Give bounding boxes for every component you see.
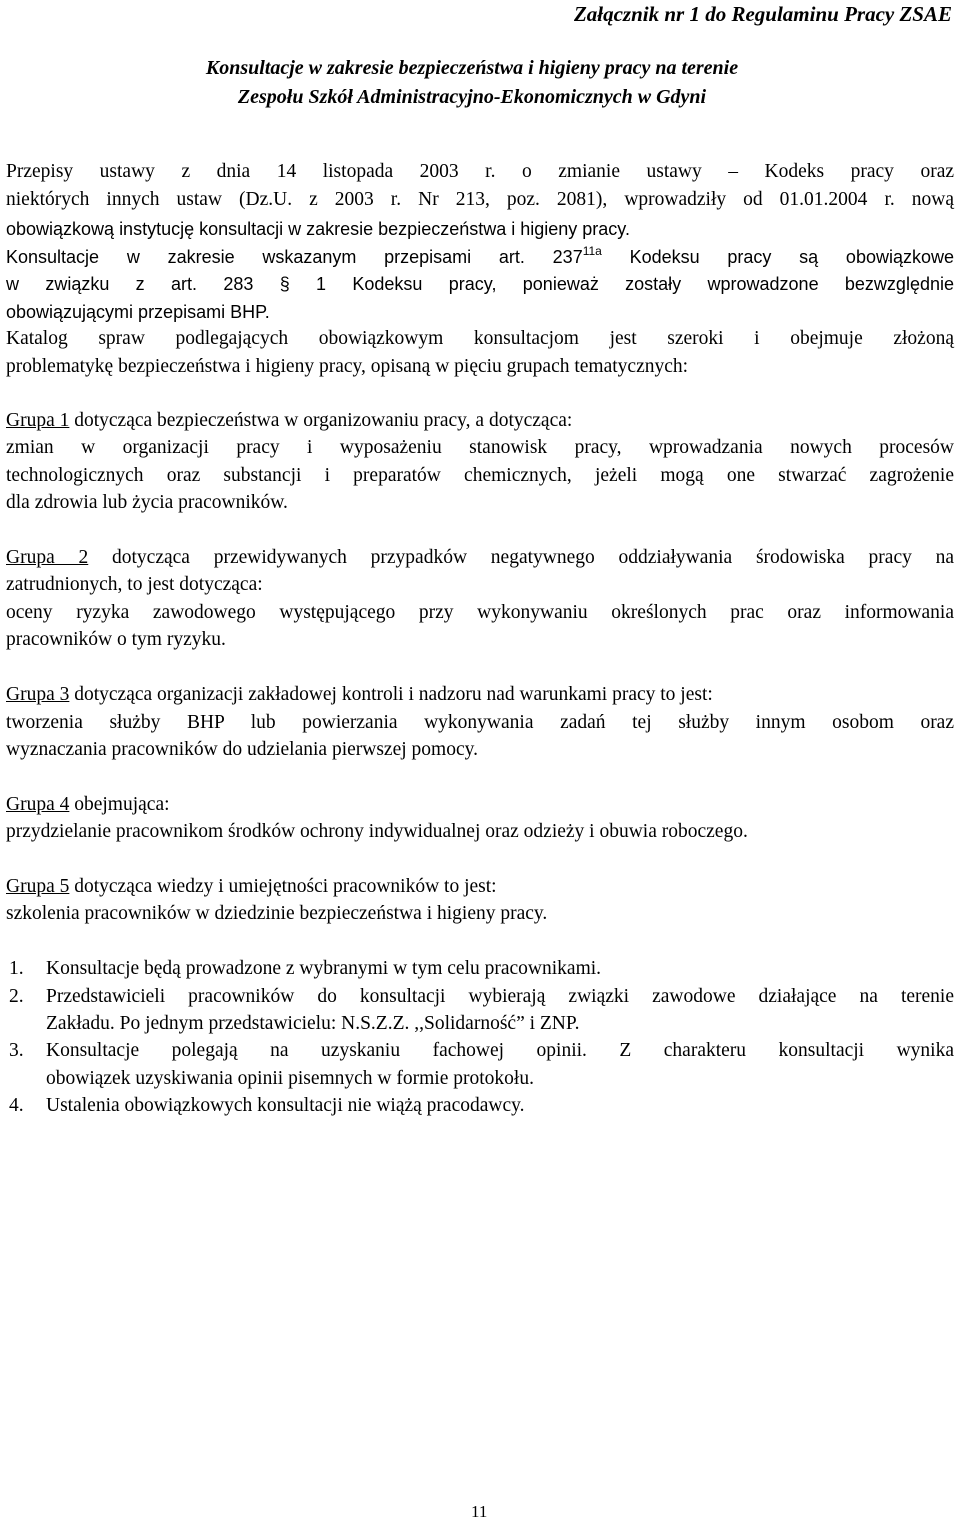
group-heading xyxy=(6,544,954,571)
intro-line-with-article xyxy=(6,244,954,271)
group-line: technologicznych oraz substancji i preparatów chemicznych, jeżeli mogą one stwarzać zagrożenie xyxy=(6,465,954,486)
group-heading-text: dotycząca wiedzy i umiejętności pracowników to jest: xyxy=(69,876,497,897)
intro-line: Przepisy ustawy z dnia 14 listopada 2003 r. o zmianie ustawy – Kodeks pracy oraz xyxy=(6,161,954,182)
list-text: obowiązek uzyskiwania opinii pisemnych w formie protokołu. xyxy=(46,1068,534,1089)
group-line: zmian w organizacji pracy i wyposażeniu stanowisk pracy, wprowadzania nowych procesów xyxy=(6,437,954,458)
group-heading-text: obejmująca: xyxy=(69,794,170,815)
page-number: 11 xyxy=(471,1502,488,1521)
group-label: Grupa 2 xyxy=(6,547,89,568)
group-label: Grupa 3 xyxy=(6,684,70,705)
group-heading xyxy=(6,873,954,900)
group-line: pracowników o tym ryzyku. xyxy=(6,629,226,650)
list-number: 2. xyxy=(9,986,24,1007)
group-label: Grupa 1 xyxy=(6,410,70,431)
group-heading-text: dotycząca przewidywanych przypadków negatywnego oddziaływania środowiska pracy na xyxy=(88,547,955,568)
intro-article-text: Konsultacje w zakresie wskazanym przepisami art. 237 xyxy=(6,247,583,267)
group-line: wyznaczania pracowników do udzielania pierwszej pomocy. xyxy=(6,739,478,760)
group-label: Grupa 4 xyxy=(6,794,70,815)
intro-line: w związku z art. 283 § 1 Kodeksu pracy, ponieważ zostały wprowadzone bezwzględnie xyxy=(6,274,954,294)
intro-line: problematykę bezpieczeństwa i higieny pracy, opisaną w pięciu grupach tematycznych: xyxy=(6,356,689,377)
document-title-line2: Zespołu Szkół Administracyjno-Ekonomicznych w Gdyni xyxy=(237,86,707,108)
group-line: tworzenia służby BHP lub powierzania wykonywania zadań tej służby innym osobom oraz xyxy=(6,712,954,733)
document-page xyxy=(6,0,954,1524)
intro-line: niektórych innych ustaw (Dz.U. z 2003 r. Nr 213, poz. 2081), wprowadziły od 01.01.2004 r. nową xyxy=(6,189,954,210)
group-line: oceny ryzyka zawodowego występującego przy wykonywaniu określonych prac oraz informowania xyxy=(6,602,954,623)
article-superscript: 11a xyxy=(582,244,602,258)
group-line: szkolenia pracowników w dziedzinie bezpieczeństwa i higieny pracy. xyxy=(6,903,548,924)
group-heading-text: dotycząca organizacji zakładowej kontroli i nadzoru nad warunkami pracy to jest: xyxy=(69,684,713,705)
annex-title: Załącznik nr 1 do Regulaminu Pracy ZSAE xyxy=(573,2,952,26)
group-heading xyxy=(6,407,954,434)
intro-line: obowiązującymi przepisami BHP. xyxy=(6,302,270,322)
list-text: Przedstawicieli pracowników do konsultacji wybierają związki zawodowe działające na terenie xyxy=(46,986,954,1007)
group-label: Grupa 5 xyxy=(6,876,70,897)
group-heading xyxy=(6,791,954,818)
intro-line: Katalog spraw podlegających obowiązkowym konsultacjom jest szeroki i obejmuje złożoną xyxy=(6,328,954,349)
group-line: przydzielanie pracownikom środków ochrony indywidualnej oraz odzieży i obuwia roboczego. xyxy=(6,821,748,842)
group-line: dla zdrowia lub życia pracowników. xyxy=(6,492,288,513)
intro-line: obowiązkową instytucję konsultacji w zakresie bezpieczeństwa i higieny pracy. xyxy=(6,219,630,239)
document-title-line1: Konsultacje w zakresie bezpieczeństwa i higieny pracy na terenie xyxy=(205,57,739,79)
list-number: 4. xyxy=(9,1095,24,1116)
list-number: 3. xyxy=(9,1040,24,1061)
group-heading-text: dotycząca bezpieczeństwa w organizowaniu pracy, a dotycząca: xyxy=(69,410,573,431)
intro-article-text-end: Kodeksu pracy są obowiązkowe xyxy=(601,247,954,267)
group-heading-continued: zatrudnionych, to jest dotycząca: xyxy=(6,574,263,595)
list-text: Zakładu. Po jednym przedstawicielu: N.S.Z.Z. ,,Solidarność” i ZNP. xyxy=(46,1013,580,1034)
list-number: 1. xyxy=(9,958,24,979)
group-heading xyxy=(6,681,954,708)
list-text: Konsultacje polegają na uzyskaniu fachowej opinii. Z charakteru konsultacji wynika xyxy=(46,1040,954,1061)
list-text: Konsultacje będą prowadzone z wybranymi w tym celu pracownikami. xyxy=(46,958,602,979)
list-text: Ustalenia obowiązkowych konsultacji nie wiążą pracodawcy. xyxy=(46,1095,525,1116)
